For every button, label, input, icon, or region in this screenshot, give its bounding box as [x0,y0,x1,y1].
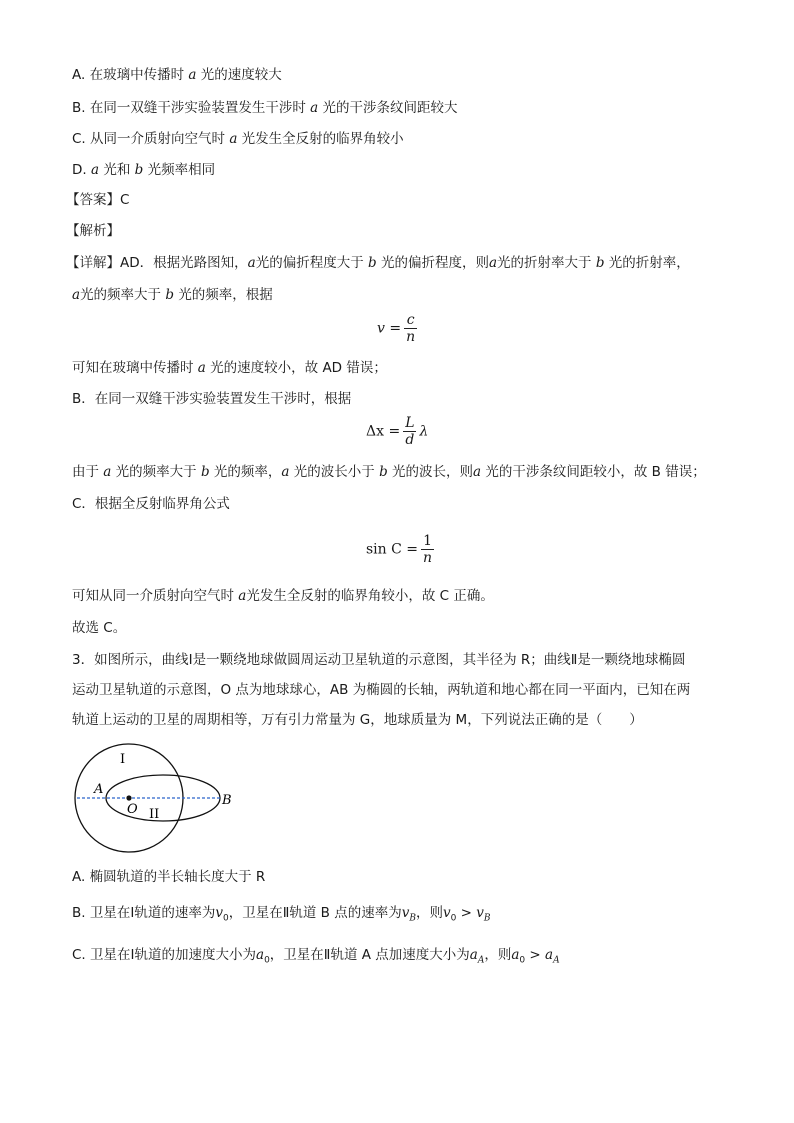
answer-line: 【答案】C [66,192,130,208]
label-I: I [120,752,126,767]
detail-line-8: 故选 C。 [72,620,127,636]
q3-option-c: C. 卫星在Ⅰ轨道的加速度大小为$a_0$，卫星在Ⅱ轨道 A 点加速度大小为$a_A$，则$a_0 > a_A$ [72,947,560,966]
detail-line-2: a光的频率大于 b 光的频率，根据 [72,287,273,303]
label-A: A [94,782,104,797]
q3-stem-line-1: 3．如图所示，曲线Ⅰ是一颗绕地球做圆周运动卫星轨道的示意图，其半径为 R；曲线Ⅱ是一颗绕地球椭圆 [72,652,686,668]
q3-stem-line-3: 轨道上运动的卫星的周期相等，万有引力常量为 G，地球质量为 M，下列说法正确的是（ ） [72,712,643,728]
analysis-tag: 【解析】 [66,223,120,239]
detail-line-5: 由于 a 光的频率大于 b 光的频率，a 光的波长小于 b 光的波长，则a 光的干涉条纹间距较小，故 B 错误； [72,464,706,480]
label-O: O [127,802,138,817]
detail-line-6: C．根据全反射临界角公式 [72,496,230,512]
q2-option-a: A. 在玻璃中传播时 a 光的速度较大 [72,67,282,83]
formula-critical-angle: sin C = $\frac{1}{n}$ [366,533,433,566]
q3-option-a: A. 椭圆轨道的半长轴长度大于 R [72,869,266,885]
q2-option-d: D. a 光和 b 光频率相同 [72,162,216,178]
q3-stem-line-2: 运动卫星轨道的示意图，O 点为地球球心，AB 为椭圆的长轴，两轨道和地心都在同一平面内，已知在两 [72,682,691,698]
formula-speed: v = $\frac{c}{n}$ [377,312,416,345]
detail-line-1: 【详解】AD．根据光路图知，a光的偏折程度大于 b 光的偏折程度，则a光的折射率大于 b 光的折射率， [66,255,690,271]
earth-center-dot [126,795,131,800]
formula-fringe: Δx = $\frac{L}{d}$ λ [366,415,429,448]
detail-line-7: 可知从同一介质射向空气时 a光发生全反射的临界角较小，故 C 正确。 [72,588,494,604]
orbit-diagram [70,738,250,858]
label-II: II [149,807,160,822]
q2-option-c: C. 从同一介质射向空气时 a 光发生全反射的临界角较小 [72,131,404,147]
q3-option-b: B. 卫星在Ⅰ轨道的速率为$v_0$，卫星在Ⅱ轨道 B 点的速率为$v_B$，则$v_0 > v_B$ [72,905,491,924]
label-B: B [222,793,232,808]
detail-line-3: 可知在玻璃中传播时 a 光的速度较小，故 AD 错误； [72,360,387,376]
q2-option-b: B. 在同一双缝干涉实验装置发生干涉时 a 光的干涉条纹间距较大 [72,100,458,116]
detail-line-4: B．在同一双缝干涉实验装置发生干涉时，根据 [72,391,352,407]
